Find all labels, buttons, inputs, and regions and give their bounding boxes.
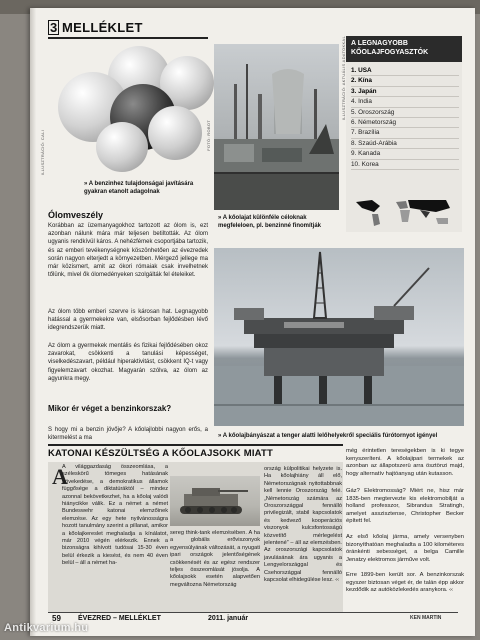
ranking-item: 2. Kína xyxy=(351,76,459,86)
subhead-benzin-era: Mikor ér véget a benzinkorszak? xyxy=(48,404,172,413)
ranking-box xyxy=(346,36,462,232)
article-paragraph: Az ólom több emberi szervre is károsan hat. Legnagyobb hatással a gyermekekre van, elsősorban fejlődésben lévő idegrendszerük miatt. xyxy=(48,309,208,332)
military-vehicle-photo xyxy=(170,476,260,526)
article-paragraph: Gáz? Elektromosság? Miért ne, hisz már 1835-ben megtervezte kis elektromobilját a holland professzor, Sibrandus Stratingh, amelyet asszisztense, Christopher Becker épített fel. xyxy=(346,488,464,525)
molecule-credit: ILLUSZTRÁCIÓ: CALI xyxy=(40,130,45,176)
ethanol-molecule-illustration xyxy=(48,44,208,174)
refinery-photo xyxy=(214,44,339,210)
page-number: 59 xyxy=(52,614,61,623)
publication-name: ÉVEZRED – MELLÉKLET xyxy=(78,615,161,622)
ranking-item: 5. Oroszország xyxy=(351,108,459,118)
article-column: sereg think-tank elemzésében. A ha a globális erőviszonyok egyensúlyának változását, a nyugati ipari országok jelentőségének csökkenését és az egész rendszer teljes összeomlását jósolja. A kőolajsokk esetén alapvetően megváltozna Németország xyxy=(170,530,260,588)
molecule-caption: » A benzinhez tulajdonságai javítására gyakran etanolt adagolnak xyxy=(84,181,194,195)
article-paragraph: még érintetlen tereségekben is ki tegye kenyszeríteni. A kőolajipari termekek az azonban az állapotszerü arra ösztönzi majd, hogy alternatív hajtóanyag után kutasson. xyxy=(346,448,464,477)
issue-date: 2011. január xyxy=(208,615,249,622)
article-rule xyxy=(48,444,343,446)
ranking-item: 4. India xyxy=(351,97,459,107)
author-name: KEN MARTIN xyxy=(410,615,442,621)
article-column: ország külpolitikai helyzete is. Ha kőolajhiány áll elő, Németországnak nyitottabbnak kell lennie Oroszország felé. „Németország számára az Oroszországgal fennálló privilegizált, stabil kapcsolatok és kedvező kooperációs viszonyok kulcsfontosságú közvetítő mérlegelést jelentené” – áll az elemzésben. Az oroszországi kapcsolatok javulásának ára ugyanis a Lengyelországgal és Csehországgal fennálló kapcsolat elhidegülése lesz. ‹‹ xyxy=(264,466,342,584)
ranking-title: A LEGNAGYOBB KŐOLAJFOGYASZTÓK xyxy=(346,36,462,62)
ranking-item: 9. Kanada xyxy=(351,149,459,159)
photo-credit: FOTÓ: ROBOT xyxy=(206,120,211,151)
section-number: 3 xyxy=(50,20,58,35)
section-title: MELLÉKLET xyxy=(62,20,143,35)
article-paragraph: Az első kőolaj járma, amely versenyben bizonyíthatóan meghaladta a 100 kilométeres óránkénti sebességet, a belga Camille Jenatzy elektromos járműve volt. xyxy=(346,534,464,563)
oil-rig-caption: » A kőolajbányászat a tenger alatti lelőhelyekről speciális fúrótornyot igényel xyxy=(218,433,438,439)
ranking-item: 6. Németország xyxy=(351,118,459,128)
refinery-caption: » A kőolajat különféle céloknak megfeleloen, pl. benzinné finomítják xyxy=(218,215,322,229)
article-paragraph: S hogy mi a benzin jövője? A kőolajlobbi nagyon erős, a kitermelést a ma xyxy=(48,427,208,442)
footer-rule xyxy=(48,612,458,613)
drop-cap: A xyxy=(52,464,68,489)
watermark: Antikvarium.hu xyxy=(4,622,89,634)
ranking-list xyxy=(351,66,459,170)
ranking-item: 3. Japán xyxy=(351,87,459,97)
world-map xyxy=(350,196,458,228)
article-paragraph: Az ólom a gyermekek mentális és fizikai fejlődésében okoz zavarokat, csökkenti a tanulási képességet, viselkedészavart, például hiperaktivitást, csökkent IQ-t vagy figyelemzavart okozhat. Magyarán szólva, az ólom az agyunkra megy. xyxy=(48,343,208,382)
ranking-item: 8. Szaúd-Arábia xyxy=(351,139,459,149)
ranking-item: 7. Brazília xyxy=(351,128,459,138)
article-paragraph: Korábban az üzemanyagokhoz tartozott az ólom is, ezt azonban nálunk mára már teljesen betiltották. Az ólom ugyanis rendkívül káros. A nehézfémek csoportjába tartozik, és az emberi tevékenységnek köszönhetően az évezredek során nagyon elterjedt a környezetben. Mérgező jellege ma már közismert, amit az ókori rómaiak csak invelhetnek tőlünk, mivel ők ólomedényeken szolgálták fel ételeiket. xyxy=(48,223,208,279)
ranking-credit: ILLUSZTRÁCIÓ: AKTUÁLIS ADATOKKAL xyxy=(341,36,346,121)
ranking-item: 1. USA xyxy=(351,66,459,76)
article-paragraph: Erre 1899-ben került sor. A benzinkorszak egyszer biztosan véget ér, de talán épp akkor kezdődik az autóközlekedés aranykora. ‹‹ xyxy=(346,572,464,594)
ranking-item: 10. Korea xyxy=(351,160,459,170)
subhead-lead: Ólomveszély xyxy=(48,210,104,220)
page-spine xyxy=(30,8,36,636)
article-title: KATONAI KÉSZÜLTSÉG A KŐOLAJSOKK MIATT xyxy=(48,448,274,459)
article-column: A világgazdaság összeomlása, a széleskörű tömeges hatásának növekedése, a demokratikus államok függősége a diktatúráktól – mindez azonnal bekövetkezhet, ha a kőolaj valódi hiánycikke válik. Ez a német a német Bundeswehr katonai elemzőinek elemzése. Az egy hete nyilvánosságra hozott tanulmány szerint a pillanat, amikor a kőolajkereslet meghaladja a kínálatot, már 2010 végén elérkezik. Ennek a bizonságra kihívott tudósai 15-30 éven belül érkezik a kiesést, és nem 40 éven belül – áll a német ha- xyxy=(62,464,168,567)
oil-rig-photo xyxy=(214,248,464,426)
header-rule xyxy=(48,37,208,39)
